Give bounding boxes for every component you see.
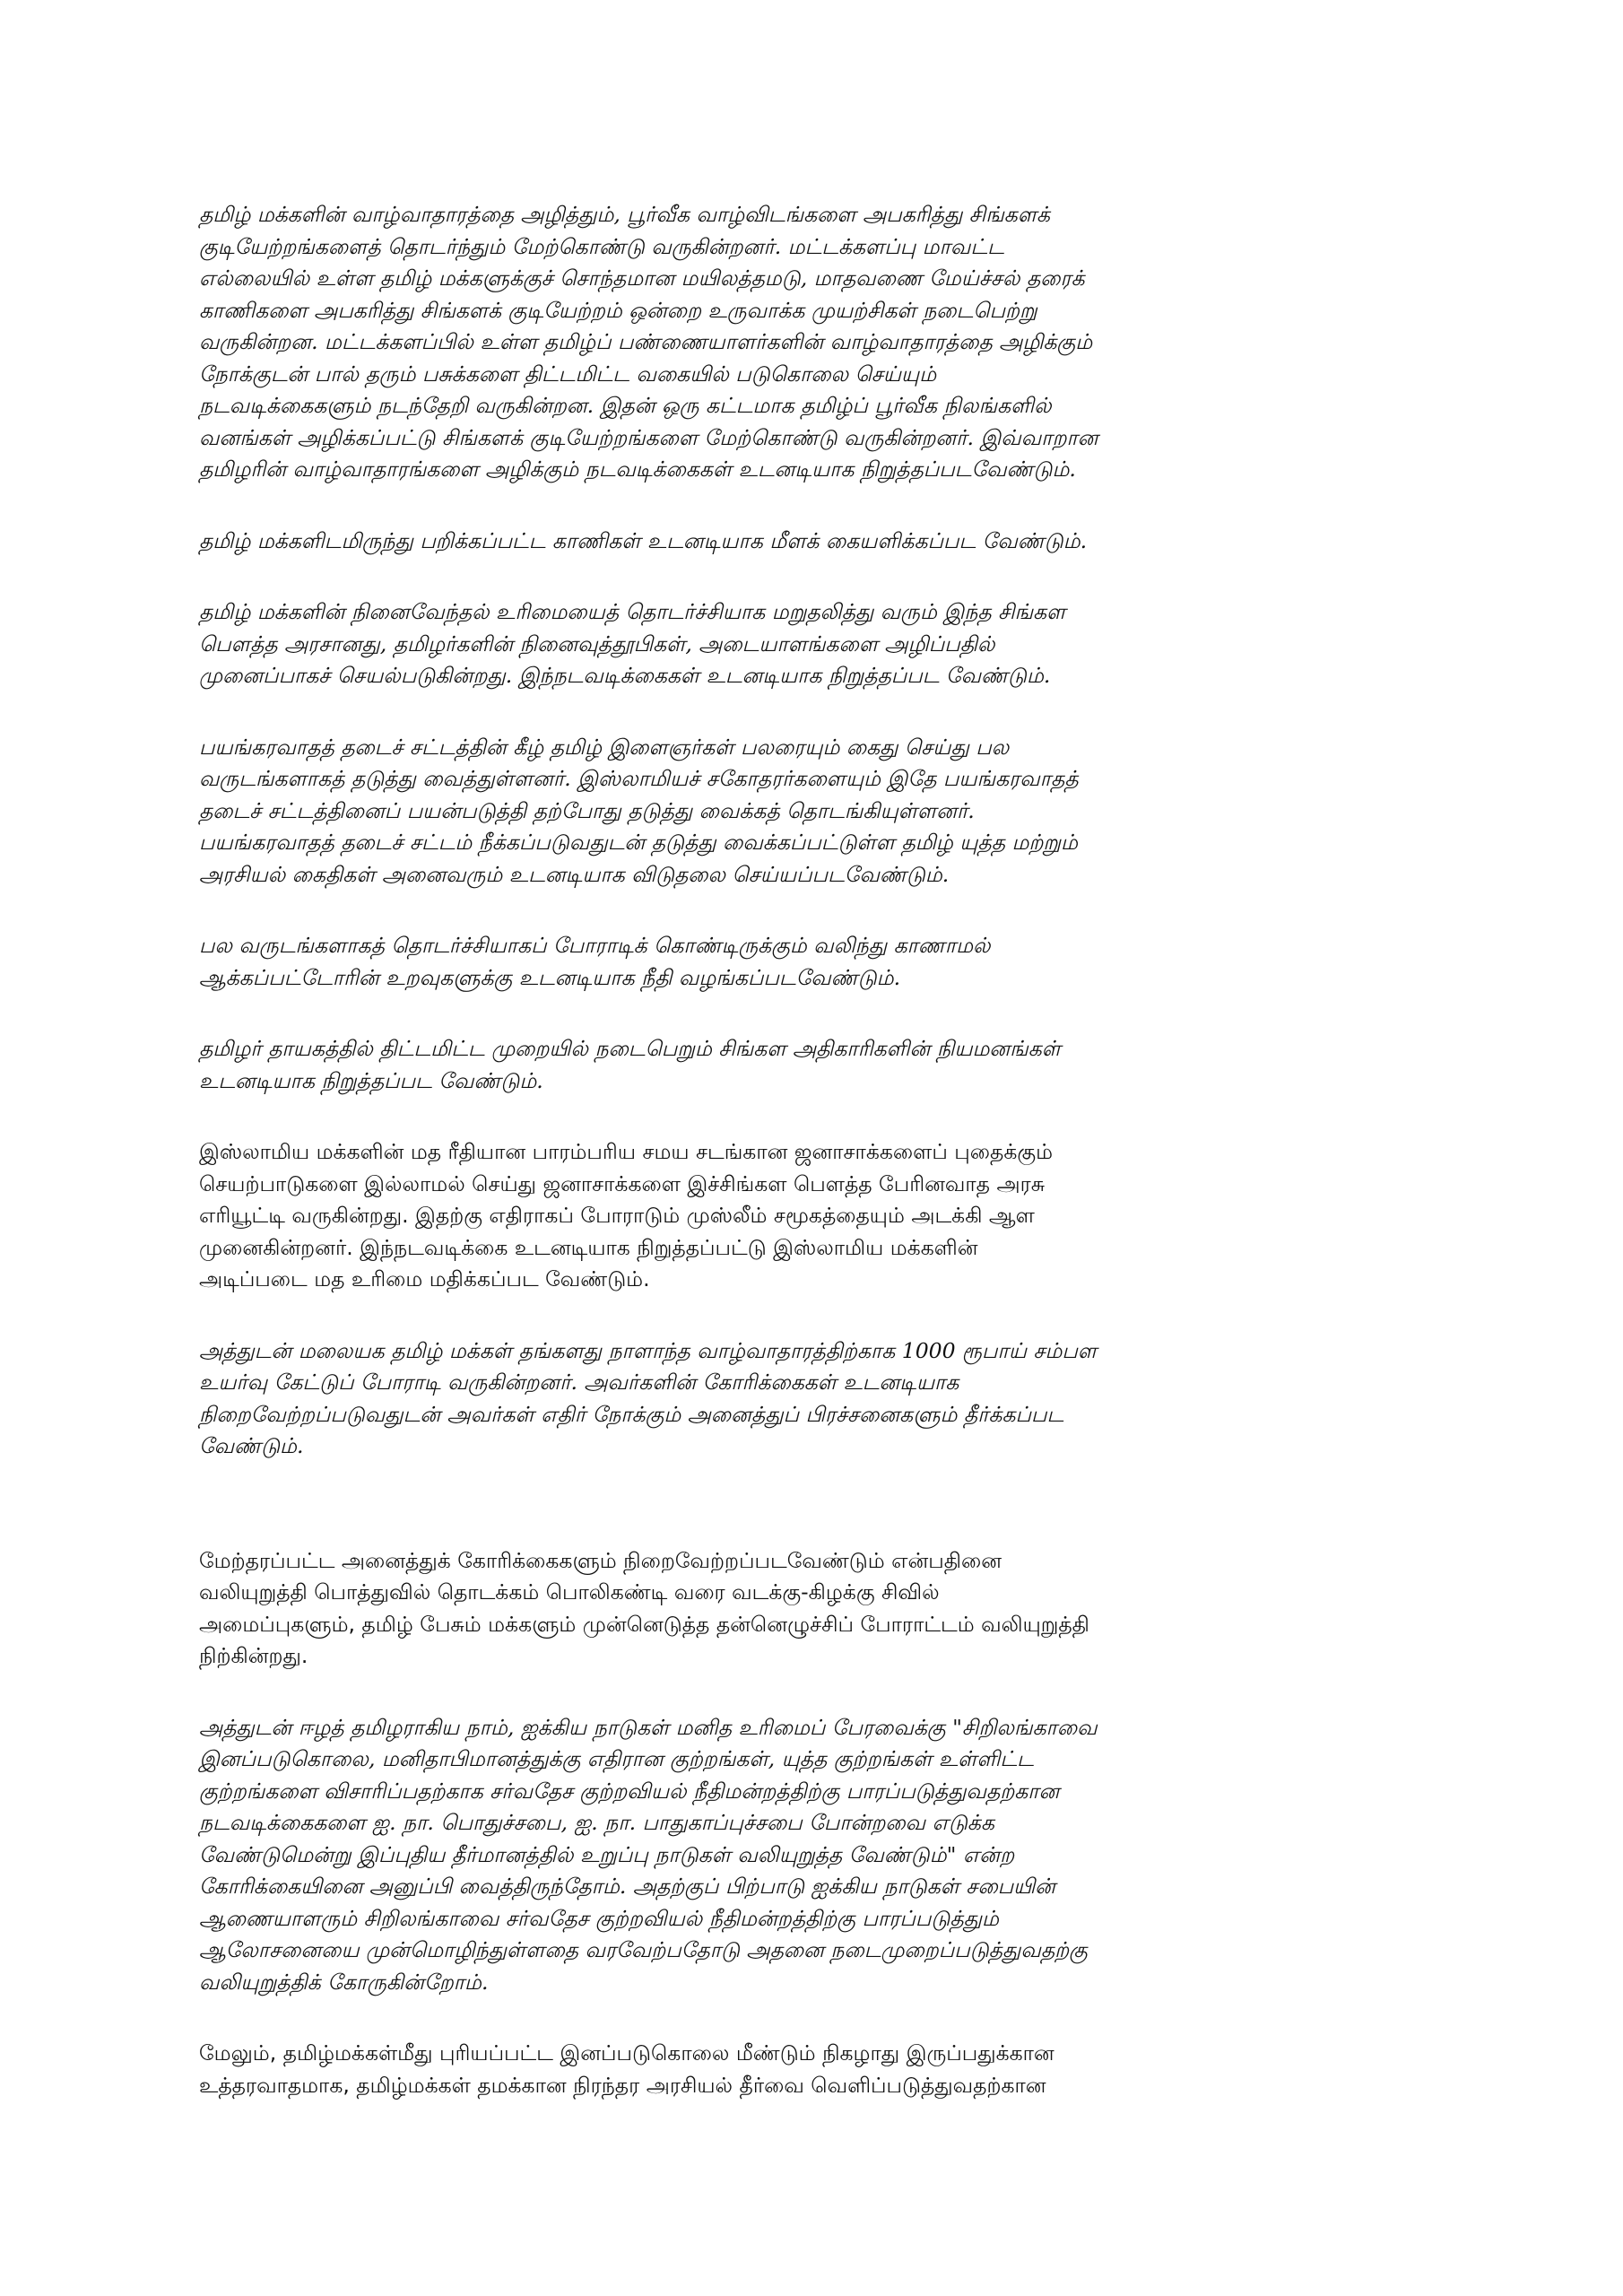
text-line: இனப்படுகொலை, மனிதாபிமானத்துக்கு எதிரான குற்றங்கள், யுத்த குற்றங்கள் உள்ளிட்ட bbox=[199, 1746, 1034, 1771]
text-line: வேண்டும். bbox=[199, 1433, 304, 1458]
text-line: அடிப்படை மத உரிமை மதிக்கப்பட வேண்டும். bbox=[199, 1266, 650, 1292]
paragraph-official-appointments bbox=[199, 1033, 1445, 1097]
text-line: பயங்கரவாதத் தடைச் சட்டத்தின் கீழ் தமிழ் இளைஞர்கள் பலரையும் கைது செய்து பல bbox=[199, 734, 1010, 760]
text-line: வலியுறுத்தி பொத்துவில் தொடக்கம் பொலிகண்டி வரை வடக்கு-கிழக்கு சிவில் bbox=[199, 1579, 940, 1605]
text-line: முனைகின்றனர். இந்நடவடிக்கை உடனடியாக நிறுத்தப்பட்டு இஸ்லாமிய மக்களின் bbox=[199, 1234, 978, 1260]
text-line: வலியுறுத்திக் கோருகின்றோம். bbox=[199, 1969, 489, 1995]
paragraph-prevention-of-terrorism-act bbox=[199, 732, 1445, 891]
text-line: அத்துடன் ஈழத் தமிழராகிய நாம், ஐக்கிய நாடுகள் மனித உரிமைப் பேரவைக்கு "சிறிலங்காவை bbox=[199, 1714, 1098, 1740]
text-line: எரியூட்டி வருகின்றது. இதற்கு எதிராகப் போராடும் முஸ்லீம் சமூகத்தையும் அடக்கி ஆள bbox=[199, 1203, 1035, 1228]
text-line: தமிழ் மக்களின் நினைவேந்தல் உரிமையைத் தொடர்ச்சியாக மறுதலித்து வரும் இந்த சிங்கள bbox=[199, 599, 1066, 624]
text-line: பயங்கரவாதத் தடைச் சட்டம் நீக்கப்படுவதுடன் தடுத்து வைக்கப்பட்டுள்ள தமிழ் யுத்த மற்றும் bbox=[199, 830, 1078, 855]
text-line: ஆக்கப்பட்டோரின் உறவுகளுக்கு உடனடியாக நீதி வழங்கப்படவேண்டும். bbox=[199, 964, 901, 990]
text-line: தமிழ் மக்களின் வாழ்வாதாரத்தை அழித்தும், பூர்வீக வாழ்விடங்களை அபகரித்து சிங்களக் bbox=[199, 202, 1051, 227]
text-line: அத்துடன் மலையக தமிழ் மக்கள் தங்களது நாளாந்த வாழ்வாதாரத்திற்காக 1000 ரூபாய் சம்பள bbox=[199, 1337, 1098, 1363]
text-line: வேண்டுமென்று இப்புதிய தீர்மானத்தில் உறுப்பு நாடுகள் வலியுறுத்த வேண்டும்" என்ற bbox=[199, 1841, 1015, 1867]
text-line: தமிழரின் வாழ்வாதாரங்களை அழிக்கும் நடவடிக்கைகள் உடனடியாக நிறுத்தப்படவேண்டும். bbox=[199, 457, 1076, 482]
text-line: நடவடிக்கைகளை ஐ. நா. பொதுச்சபை, ஐ. நா. பாதுகாப்புச்சபை போன்றவை எடுக்க bbox=[199, 1810, 994, 1835]
text-line: வனங்கள் அழிக்கப்பட்டு சிங்களக் குடியேற்றங்களை மேற்கொண்டு வருகின்றனர். இவ்வாறான bbox=[199, 424, 1098, 450]
text-line: உத்தரவாதமாக, தமிழ்மக்கள் தமக்கான நிரந்தர அரசியல் தீர்வை வெளிப்படுத்துவதற்கான bbox=[199, 2072, 1046, 2098]
text-line: எல்லையில் உள்ள தமிழ் மக்களுக்குச் சொந்தமான மயிலத்தமடு, மாதவணை மேய்ச்சல் தரைக் bbox=[199, 265, 1085, 291]
text-line: ஆணையாளரும் சிறிலங்காவை சர்வதேச குற்றவியல் நீதிமன்றத்திற்கு பாரப்படுத்தும் bbox=[199, 1905, 999, 1931]
text-line: வருடங்களாகத் தடுத்து வைத்துள்ளனர். இஸ்லாமியச் சகோதரர்களையும் இதே பயங்கரவாதத் bbox=[199, 766, 1079, 791]
paragraph-protest-march bbox=[199, 1545, 1445, 1673]
text-line: காணிகளை அபகரித்து சிங்களக் குடியேற்றம் ஒன்றை உருவாக்க முயற்சிகள் நடைபெற்று bbox=[199, 297, 1037, 323]
text-line: அரசியல் கைதிகள் அனைவரும் உடனடியாக விடுதலை செய்யப்படவேண்டும். bbox=[199, 861, 950, 887]
text-line: உடனடியாக நிறுத்தப்பட வேண்டும். bbox=[199, 1067, 543, 1093]
text-line: ஆலோசனையை முன்மொழிந்துள்ளதை வரவேற்பதோடு அதனை நடைமுறைப்படுத்துவதற்கு bbox=[199, 1937, 1088, 1962]
paragraph-political-solution bbox=[199, 2038, 1445, 2101]
text-line: தடைச் சட்டத்தினைப் பயன்படுத்தி தற்போது தடுத்து வைக்கத் தொடங்கியுள்ளனர். bbox=[199, 797, 975, 823]
text-line: நடவடிக்கைகளும் நடந்தேறி வருகின்றன. இதன் ஒரு கட்டமாக தமிழ்ப் பூர்வீக நிலங்களில் bbox=[199, 393, 1052, 418]
text-line: பௌத்த அரசானது, தமிழர்களின் நினைவுத்தூபிகள், அடையாளங்களை அழிப்பதில் bbox=[199, 631, 995, 657]
paragraph-land-return bbox=[199, 526, 1445, 558]
text-line: மேலும், தமிழ்மக்கள்மீது புரியப்பட்ட இனப்படுகொலை மீண்டும் நிகழாது இருப்பதுக்கான bbox=[199, 2040, 1055, 2066]
text-line: கோரிக்கையினை அனுப்பி வைத்திருந்தோம். அதற்குப் பிற்பாடு ஐக்கிய நாடுகள் சபையின் bbox=[199, 1874, 1056, 1899]
text-line: நிறைவேற்றப்படுவதுடன் அவர்கள் எதிர் நோக்கும் அனைத்துப் பிரச்சனைகளும் தீர்க்கப்பட bbox=[199, 1401, 1064, 1427]
paragraph-burial-rights bbox=[199, 1136, 1445, 1296]
text-line: செயற்பாடுகளை இல்லாமல் செய்து ஜனாசாக்களை இச்சிங்கள பௌத்த பேரினவாத அரசு bbox=[199, 1170, 1046, 1196]
text-line: தமிழ் மக்களிடமிருந்து பறிக்கப்பட்ட காணிகள் உடனடியாக மீளக் கையளிக்கப்பட வேண்டும். bbox=[199, 527, 1088, 553]
text-line: வருகின்றன. மட்டக்களப்பில் உள்ள தமிழ்ப் பண்ணையாளர்களின் வாழ்வாதாரத்தை அழிக்கும் bbox=[199, 329, 1093, 354]
paragraph-disappeared-families bbox=[199, 930, 1445, 994]
text-line: குடியேற்றங்களைத் தொடர்ந்தும் மேற்கொண்டு வருகின்றனர். மட்டக்களப்பு மாவட்ட bbox=[199, 233, 1004, 259]
paragraph-remembrance-rights bbox=[199, 596, 1445, 692]
paragraph-livelihood-destruction bbox=[199, 199, 1445, 486]
text-line: நிற்கின்றது. bbox=[199, 1643, 308, 1668]
text-line: பல வருடங்களாகத் தொடர்ச்சியாகப் போராடிக் கொண்டிருக்கும் வலிந்து காணாமல் bbox=[199, 933, 991, 958]
text-line: மேற்தரப்பட்ட அனைத்துக் கோரிக்கைகளும் நிறைவேற்றப்படவேண்டும் என்பதினை bbox=[199, 1547, 1002, 1573]
document-body bbox=[199, 199, 1445, 2101]
text-line: உயர்வு கேட்டுப் போராடி வருகின்றனர். அவர்களின் கோரிக்கைகள் உடனடியாக bbox=[199, 1370, 959, 1395]
text-line: தமிழர் தாயகத்தில் திட்டமிட்ட முறையில் நடைபெறும் சிங்கள அதிகாரிகளின் நியமனங்கள் bbox=[199, 1036, 1062, 1061]
text-line: முனைப்பாகச் செயல்படுகின்றது. இந்நடவடிக்கைகள் உடனடியாக நிறுத்தப்பட வேண்டும். bbox=[199, 663, 1051, 688]
text-line: இஸ்லாமிய மக்களின் மத ரீதியான பாரம்பரிய சமய சடங்கான ஜனாசாக்களைப் புதைக்கும் bbox=[199, 1139, 1054, 1164]
text-line: அமைப்புகளும், தமிழ் பேசும் மக்களும் முன்னெடுத்த தன்னெழுச்சிப் போராட்டம் வலியுறுத்தி bbox=[199, 1611, 1089, 1637]
text-line: நோக்குடன் பால் தரும் பசுக்களை திட்டமிட்ட வகையில் படுகொலை செய்யும் bbox=[199, 361, 937, 387]
paragraph-unhrc-request bbox=[199, 1712, 1445, 1999]
paragraph-estate-workers-wage bbox=[199, 1335, 1445, 1463]
text-line: குற்றங்களை விசாரிப்பதற்காக சர்வதேச குற்றவியல் நீதிமன்றத்திற்கு பாரப்படுத்துவதற்கான bbox=[199, 1778, 1060, 1804]
